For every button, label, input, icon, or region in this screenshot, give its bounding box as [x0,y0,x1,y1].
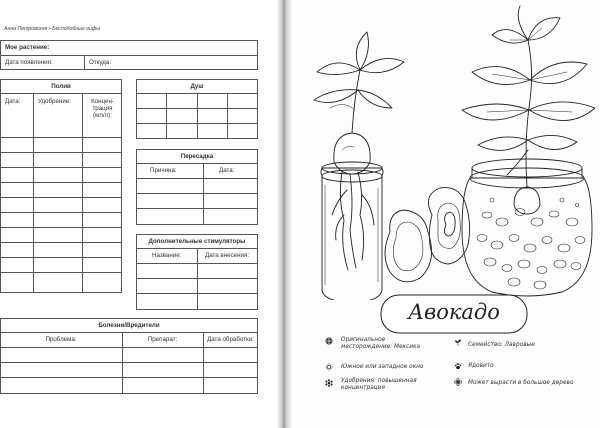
book-gutter [276,0,292,428]
transplant-col-date: Дата: [219,167,235,174]
plant-title-label: Мое растение: [5,44,50,51]
plant-title: Авокадо [408,300,500,324]
transplant-col-reason: Причина: [150,167,177,174]
left-page [0,0,276,428]
legend-fertilizer: Удобрения: повышенная концентрация [341,378,417,391]
watering-col-fertilizer: Удобрение: [38,98,71,105]
watering-title: Полив [51,83,71,90]
legend-toxic: Ядовито [468,363,494,369]
avocado-illustration [292,0,600,300]
diseases-title: Болезни/Вредители [98,322,160,329]
legend-window: Южное или западное окно [341,364,424,370]
flower-icon [454,378,462,386]
stimulators-col-date: Дата внесения: [205,252,250,259]
sun-icon [325,363,333,371]
transplant-title: Пересадка [180,153,214,160]
right-page [292,0,600,428]
legend-origin: Оригинальное месторождение: Мексика [341,337,421,350]
shower-title: Душ [190,83,204,90]
diseases-col-date: Дата обработки: [207,336,254,343]
legend-family: Семейство: Лавровые [468,342,535,348]
stimulators-col-name: Название: [152,252,182,259]
watering-col-concentration: Концен- трация (мл/л): [91,98,114,120]
sprout-icon [454,339,462,347]
globe-icon [325,337,333,345]
appearance-date-label: Дата появления: [5,59,53,66]
watering-col-date: Дата: [5,98,21,105]
legend-tree: Может вырасти в большое дерево [468,380,574,386]
page-header: Анна Петровская • Бесподобные вифы [4,26,101,32]
diseases-col-problem: Проблема: [45,336,77,343]
origin-label: Откуда: [89,59,112,66]
diseases-col-drug: Препарат: [147,336,178,343]
paw-icon [454,362,462,370]
stimulators-title: Дополнительные стимуляторы [148,238,246,245]
fertilizer-icon [325,379,333,387]
